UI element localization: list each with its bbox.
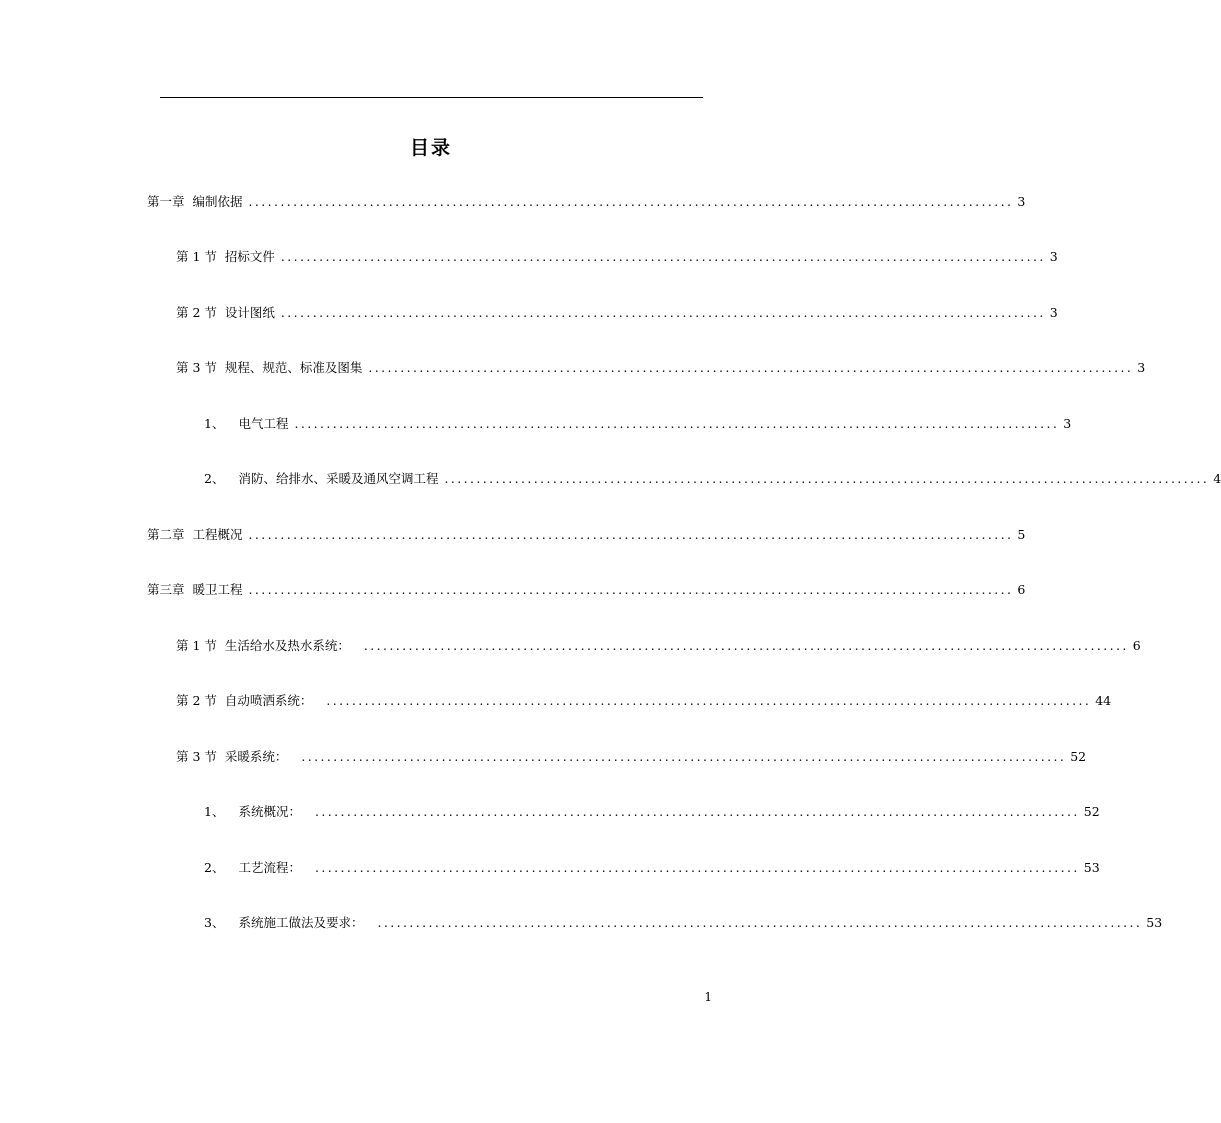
toc-entry-number: 第二章 [147,527,185,542]
toc-title: 目录 [409,137,452,159]
toc-entry-number: 第 1 节 [176,249,217,264]
toc-entry-chapter-2[interactable] [147,525,1026,545]
toc-entry-section-3-1[interactable] [176,636,1141,656]
toc-entry-number: 第三章 [147,582,185,597]
toc-entry-number: 第 2 节 [176,305,217,320]
page-number: 1 [704,990,712,1004]
toc-entry-number: 3、 [204,915,225,930]
toc-entry-label: 采暖系统： [224,749,288,764]
toc-entry-item-3-3-1[interactable] [204,802,1100,822]
toc-leader-dots: ........................................................................................................................ [248,527,1014,542]
toc-entry-number: 1、 [204,804,225,819]
toc-entry-number: 第 3 节 [176,749,217,764]
toc-entry-page: 3 [1017,194,1026,209]
toc-leader-dots: ........................................................................................................................ [368,360,1134,375]
toc-leader-dots: ........................................................................................................................ [301,749,1067,764]
toc-entry-item-1-3-2[interactable] [204,469,1221,489]
toc-entry-number: 第 1 节 [176,638,217,653]
toc-entry-section-3-3[interactable] [176,747,1087,767]
toc-entry-page: 6 [1017,582,1026,597]
toc-leader-dots: ........................................................................................................................ [444,471,1210,486]
toc-entry-section-1-3[interactable] [176,358,1146,378]
toc-entry-number: 第 2 节 [176,693,217,708]
toc-entry-label: 暖卫工程 [192,582,243,597]
toc-entry-chapter-1[interactable] [147,192,1026,212]
header-rule [160,97,703,98]
toc-entry-number: 1、 [204,416,225,431]
toc-leader-dots: ........................................................................................................................ [280,305,1046,320]
toc-entry-label: 招标文件 [224,249,275,264]
toc-entry-page: 53 [1083,860,1100,875]
toc-entry-chapter-3[interactable] [147,580,1026,600]
toc-entry-number: 第一章 [147,194,185,209]
toc-entry-page: 3 [1063,416,1072,431]
toc-entry-section-1-2[interactable] [176,303,1058,323]
toc-entry-number: 2、 [204,860,225,875]
toc-entry-label: 规程、规范、标准及图集 [224,360,363,375]
toc-entry-label: 消防、给排水、采暖及通风空调工程 [238,471,439,486]
toc-entry-item-3-3-2[interactable] [204,858,1100,878]
toc-entry-section-1-1[interactable] [176,247,1058,267]
toc-entry-page: 6 [1132,638,1141,653]
toc-entry-page: 3 [1049,249,1058,264]
toc-entry-page: 5 [1017,527,1026,542]
toc-leader-dots: ........................................................................................................................ [280,249,1046,264]
toc-leader-dots: ........................................................................................................................ [294,416,1060,431]
toc-entry-page: 4 [1213,471,1221,486]
toc-entry-label: 生活给水及热水系统： [224,638,350,653]
toc-entry-label: 工艺流程： [238,860,301,875]
toc-leader-dots: ........................................................................................................................ [363,638,1129,653]
toc-entry-page: 52 [1070,749,1087,764]
toc-entry-page: 53 [1146,915,1163,930]
toc-entry-item-1-3-1[interactable] [204,414,1072,434]
toc-entry-page: 52 [1083,804,1100,819]
toc-entry-label: 工程概况 [192,527,243,542]
toc-entry-label: 编制依据 [192,194,243,209]
toc-entry-section-3-2[interactable] [176,691,1112,711]
toc-entry-page: 44 [1095,693,1112,708]
toc-entry-label: 自动喷洒系统： [224,693,313,708]
toc-entry-page: 3 [1137,360,1146,375]
toc-entry-number: 2、 [204,471,225,486]
toc-entry-item-3-3-3[interactable] [204,913,1163,933]
toc-entry-label: 设计图纸 [224,305,275,320]
toc-leader-dots: ........................................................................................................................ [314,860,1080,875]
toc-entry-label: 电气工程 [238,416,289,431]
toc-leader-dots: ........................................................................................................................ [326,693,1092,708]
toc-leader-dots: ........................................................................................................................ [248,582,1014,597]
toc-leader-dots: ........................................................................................................................ [314,804,1080,819]
toc-entry-label: 系统概况： [238,804,301,819]
toc-entry-number: 第 3 节 [176,360,217,375]
toc-leader-dots: ........................................................................................................................ [377,915,1143,930]
toc-entry-label: 系统施工做法及要求： [238,915,364,930]
toc-entry-page: 3 [1049,305,1058,320]
toc-leader-dots: ........................................................................................................................ [248,194,1014,209]
